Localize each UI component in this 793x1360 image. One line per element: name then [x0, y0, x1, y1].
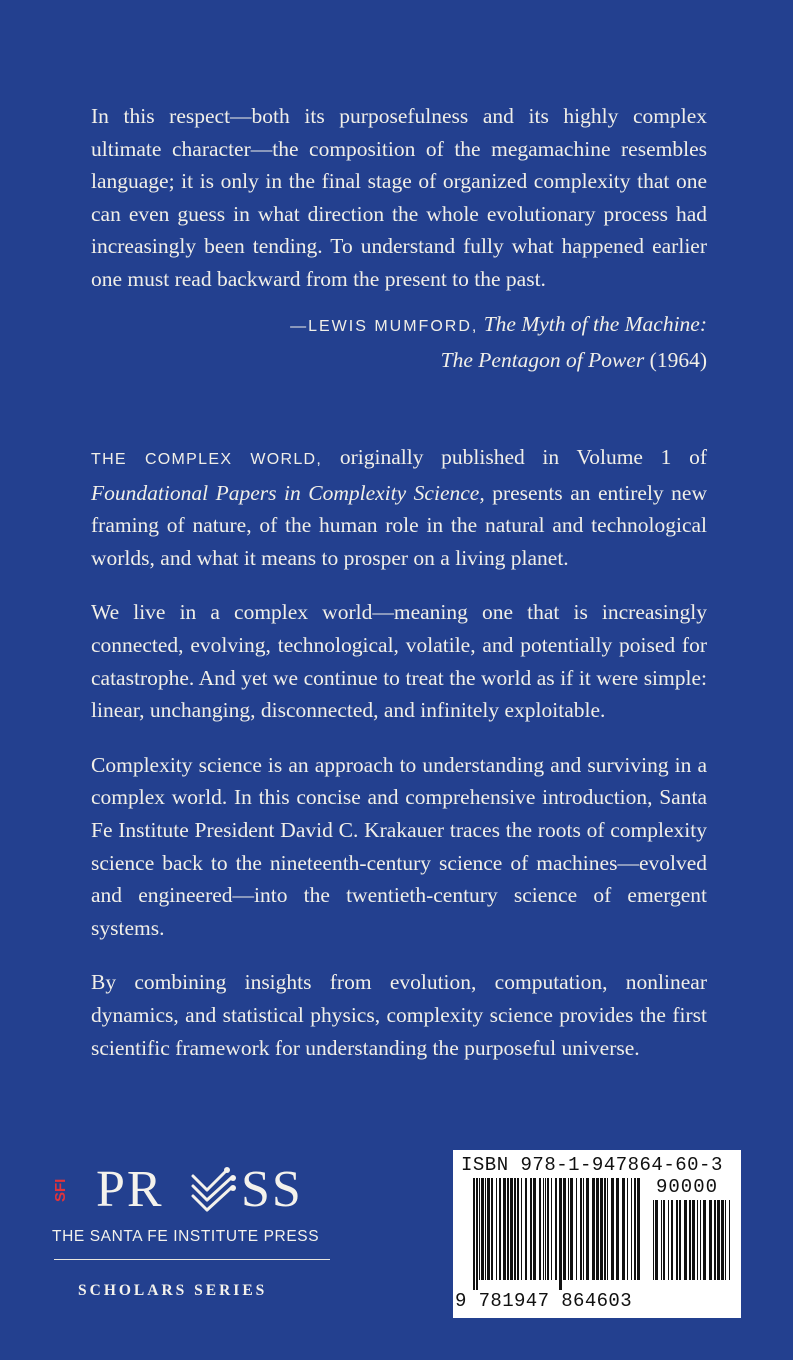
barcode-bar [525, 1178, 527, 1280]
barcode-bar [709, 1200, 712, 1280]
logo-mark [52, 1158, 332, 1222]
barcode-bar [545, 1178, 546, 1280]
book-title-caps: THE COMPLEX WORLD, [91, 451, 323, 468]
series-name: SCHOLARS SERIES [78, 1282, 268, 1299]
description-paragraph-2: We live in a complex world—meaning one that is increasingly connected, evolving, technological, volatile, and potentially poised for catastrophe. And yet we continue to treat the world as if it were simple: linear, unchanging, disconnected, and infinitely exploitable. [91, 600, 707, 723]
barcode-bar [607, 1178, 608, 1280]
barcode-bar [684, 1200, 687, 1280]
barcode-bar [668, 1200, 669, 1280]
barcode-bar [637, 1178, 640, 1280]
barcode-bar [568, 1178, 569, 1280]
barcode-bar [496, 1178, 497, 1280]
barcode-bar [473, 1178, 475, 1290]
barcode-bar [491, 1178, 493, 1280]
sfi-tag: SFI [52, 1178, 69, 1202]
description-paragraph-3: Complexity science is an approach to understanding and surviving in a complex world. In this concise and comprehensive introduction, Santa Fe Institute President David C. Krakauer traces the roots of complexity science back to the nineteenth-century science of machines—evolved and engineered—into the twentieth-century science of emergent systems. [91, 752, 707, 940]
circuit-e-icon [187, 1166, 239, 1214]
barcode-bar [570, 1178, 573, 1280]
barcode-bar [622, 1178, 625, 1280]
barcode-bar [539, 1178, 541, 1280]
epigraph-year: (1964) [649, 347, 707, 372]
barcode-bar [543, 1178, 544, 1280]
barcode-bar [530, 1178, 532, 1280]
addon-price-code: 90000 [656, 1176, 719, 1198]
barcode-bar [514, 1178, 516, 1280]
barcode-bar [717, 1200, 720, 1280]
description-paragraph-1 [91, 441, 707, 574]
barcode-bar [596, 1178, 599, 1280]
barcode-bar [653, 1200, 654, 1280]
addon-bars [653, 1200, 733, 1290]
barcode-bar [729, 1200, 730, 1280]
logo-divider [54, 1259, 330, 1260]
barcode-bar [721, 1200, 724, 1280]
institute-name: THE SANTA FE INSTITUTE PRESS [52, 1228, 320, 1245]
ean-number: 9 781947 864603 [455, 1290, 633, 1312]
barcode-bar [631, 1178, 632, 1280]
series-title-italic: Foundational Papers in Complexity Science, [91, 480, 485, 505]
barcode-bar [671, 1200, 673, 1280]
epigraph-author: —LEWIS MUMFORD, [290, 318, 479, 335]
barcode-bar [661, 1200, 662, 1280]
barcode-bar [476, 1178, 478, 1290]
barcode-bar [604, 1178, 606, 1280]
isbn-text: ISBN 978-1-947864-60-3 [461, 1154, 723, 1176]
barcode-bar [576, 1178, 577, 1280]
barcode-bar [600, 1178, 603, 1280]
epigraph-work-title-1: The Myth of the Machine: [483, 312, 707, 336]
barcode-bar [521, 1178, 522, 1280]
barcode-bar [592, 1178, 595, 1280]
barcode-bar [507, 1178, 509, 1280]
barcode-bar [692, 1200, 695, 1280]
barcode-bar [703, 1200, 706, 1280]
barcode-bar [499, 1178, 501, 1280]
epigraph-text: In this respect—both its purposefulness and its highly complex ultimate character—the composition of the megamachine resembles language; it is only in the final stage of organized complexity that one can even guess in what direction the whole evolutionary process had increasingly been tending. To understand fully what happened earlier one must read backward from the present to the past. [91, 104, 707, 291]
description-paragraph-4: By combining insights from evolution, computation, nonlinear dynamics, and statistical physics, complexity science provides the first scientific framework for understanding the purposeful universe. [91, 970, 707, 1060]
logo-word-end: SS [241, 1161, 303, 1218]
sfi-press-logo [52, 1158, 332, 1299]
epigraph-attribution [91, 308, 707, 376]
barcode-bar [559, 1178, 562, 1290]
barcode-bar [510, 1178, 513, 1280]
barcode-bar [586, 1178, 589, 1280]
barcode-bar [580, 1178, 582, 1280]
barcode-bar [503, 1178, 506, 1280]
barcode-bar [627, 1178, 628, 1280]
barcode-bar [533, 1178, 536, 1280]
barcode-bar [555, 1178, 557, 1280]
barcode-bar [479, 1178, 480, 1280]
barcode-bar [583, 1178, 584, 1280]
barcode-bar [689, 1200, 691, 1280]
barcode-bar [551, 1178, 552, 1280]
isbn-barcode [453, 1150, 741, 1318]
barcode-bar [655, 1200, 658, 1280]
ean-bars [473, 1178, 643, 1290]
barcode-bar [634, 1178, 636, 1280]
barcode-bar [611, 1178, 614, 1280]
barcode-bar [485, 1178, 486, 1280]
barcode-bar [676, 1200, 678, 1280]
barcode-bar [725, 1200, 726, 1280]
barcode-bar [547, 1178, 549, 1280]
barcode-bar [700, 1200, 701, 1280]
barcode-bar [616, 1178, 619, 1280]
barcode-bar [697, 1200, 698, 1280]
barcode-bar [563, 1178, 566, 1280]
barcode-bar [714, 1200, 716, 1280]
logo-word-start: PR [96, 1161, 164, 1218]
epigraph [91, 100, 707, 296]
epigraph-work-title-2: The Pentagon of Power [440, 347, 645, 372]
book-description [91, 441, 707, 1086]
barcode-bar [487, 1178, 490, 1280]
barcode-bar [481, 1178, 484, 1280]
description-p1-text-a: originally published in Volume 1 of [322, 445, 707, 469]
barcode-bar [663, 1200, 665, 1280]
description-p1-text-b: presents an entirely new framing of nature, of the human role in the natural and technological worlds, and what it means to prosper on a living planet. [91, 480, 708, 570]
barcode-bar [517, 1178, 519, 1280]
barcode-bar [679, 1200, 681, 1280]
